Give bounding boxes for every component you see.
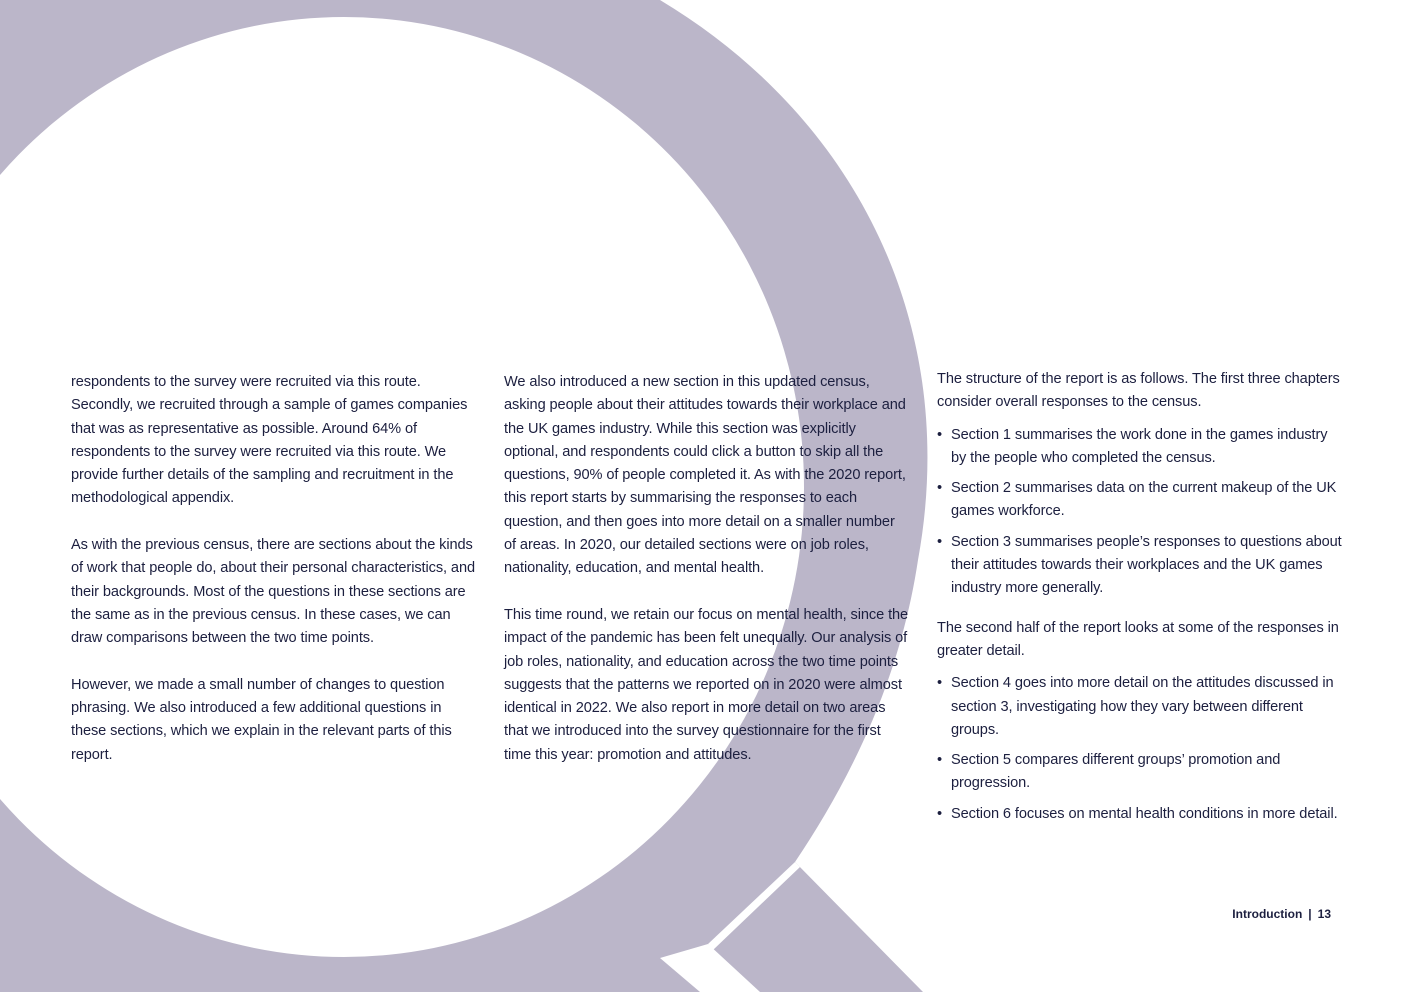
footer-separator: | — [1308, 907, 1312, 921]
text-column-3 — [937, 368, 1342, 833]
list-item: • Section 3 summarises people’s responses to questions about their attitudes towards their workplaces and the UK games industry more generally. — [937, 531, 1342, 601]
page-number: 13 — [1317, 907, 1331, 921]
text-column-2 — [504, 371, 909, 767]
footer-section-name: Introduction — [1232, 907, 1303, 921]
second-half-sections-list — [937, 672, 1342, 826]
structure-intro: The structure of the report is as follows. The first three chapters consider overall responses to the census. — [937, 371, 1340, 411]
list-item: • Section 5 compares different groups’ promotion and progression. — [937, 749, 1342, 796]
second-half-intro: The second half of the report looks at some of the responses in greater detail. — [937, 619, 1339, 659]
list-item: • Section 1 summarises the work done in the games industry by the people who completed the census. — [937, 424, 1342, 471]
paragraph: We also introduced a new section in this updated census, asking people about their attitudes towards their workplace and the UK games industry. While this section was explicitly optional, and respondents could click a button to skip all the questions, 90% of people completed it. As with the 2020 report, this report starts by summarising the responses to each question, and then goes into more detail on a smaller number of areas. In 2020, our detailed sections were on job roles, nationality, education, and mental health. — [504, 374, 906, 577]
paragraph: This time round, we retain our focus on mental health, since the impact of the pandemic has been felt unequally. Our analysis of job roles, nationality, and education across the two time points suggests that the patterns we reported on in 2020 were almost identical in 2022. We also report in more detail on two areas that we introduced into the survey questionnaire for the first time this year: promotion and attitudes. — [504, 606, 909, 763]
paragraph: As with the previous census, there are sections about the kinds of work that people do, about their personal characteristics, and their backgrounds. Most of the questions in these sections are the same as in the previous census. In these cases, we can draw comparisons between the two time points. — [71, 537, 475, 647]
text-column-1 — [71, 371, 476, 767]
page-footer — [1232, 907, 1331, 921]
list-item: • Section 2 summarises data on the current makeup of the UK games workforce. — [937, 477, 1342, 524]
paragraph: However, we made a small number of changes to question phrasing. We also introduced a few additional questions in these sections, which we explain in the relevant parts of this report. — [71, 676, 452, 763]
list-item: • Section 4 goes into more detail on the attitudes discussed in section 3, investigating how they vary between different groups. — [937, 672, 1342, 742]
paragraph: respondents to the survey were recruited via this route. Secondly, we recruited through a sample of games companies that was as representative as possible. Around 64% of respondents to the survey were recruited via this route. We provide further details of the sampling and recruitment in the methodological appendix. — [71, 374, 468, 507]
list-item: • Section 6 focuses on mental health conditions in more detail. — [937, 803, 1342, 826]
first-half-sections-list — [937, 424, 1342, 601]
